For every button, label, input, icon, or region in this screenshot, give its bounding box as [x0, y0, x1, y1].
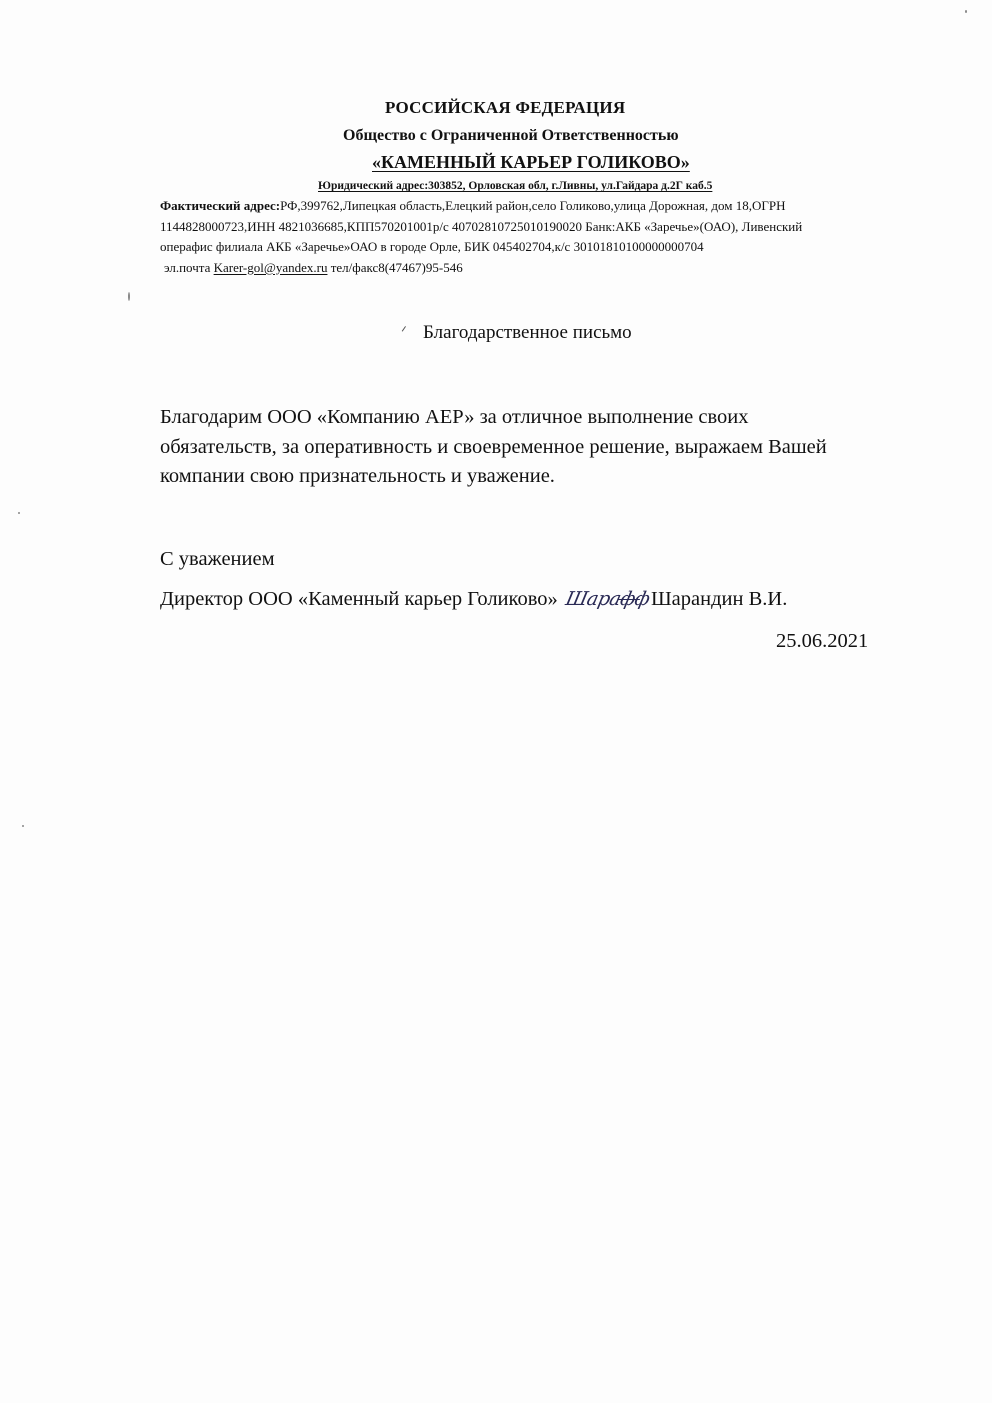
requisites-contacts [160, 258, 920, 279]
requisites-line-1 [160, 196, 920, 217]
email-prefix: эл.почта [164, 259, 214, 275]
signer-position: Директор ООО «Каменный карьер Голиково» [160, 588, 558, 610]
signature-row [160, 588, 787, 611]
letter-body-line-2: обязательств, за оперативность и своевременное решение, выражаем Вашей [160, 435, 827, 458]
letterhead-country: РОССИЙСКАЯ ФЕДЕРАЦИЯ [385, 98, 626, 117]
scan-speck [128, 292, 130, 301]
handwritten-signature: Шарафф [563, 588, 652, 610]
requisites-line-2: 1144828000723,ИНН 4821036685,КПП570201001р/с 40702810725010190020 Банк:АКБ «Заречье»(ОАО), Ливенский [160, 218, 803, 234]
scan-speck [18, 512, 20, 514]
pen-tick-mark [402, 326, 410, 334]
company-requisites [160, 196, 920, 278]
requisites-line-1-text: РФ,399762,Липецкая область,Елецкий район,село Голиково,улица Дорожная, дом 18,ОГРН [280, 198, 786, 213]
letter-closing: С уважением [160, 548, 275, 570]
email-link[interactable]: Karer-gol@yandex.ru [213, 259, 328, 275]
requisites-line-3: операфис филиала АКБ «Заречье»ОАО в городе Орле, БИК 045402704,к/с 30101810100000000704 [160, 239, 704, 254]
phone-fax: тел/факс8(47467)95-546 [327, 259, 463, 275]
scan-speck [22, 825, 24, 827]
letterhead-legal-address: Юридический адрес:303852, Орловская обл, г.Ливны, ул.Гайдара д.2Г каб.5 [318, 180, 713, 192]
letter-body-line-1: Благодарим ООО «Компанию АЕР» за отличное выполнение своих [160, 406, 749, 428]
letter-title: Благодарственное письмо [423, 322, 632, 343]
signer-name: Шарандин В.И. [651, 588, 788, 610]
letter-body [160, 403, 940, 492]
letter-date: 25.06.2021 [776, 630, 869, 652]
actual-address-label: Фактический адрес: [160, 198, 281, 213]
letter-body-line-3: компании свою признательность и уважение. [160, 465, 555, 487]
scan-speck [965, 10, 967, 13]
letterhead-company-type: Общество с Ограниченной Ответственностью [343, 127, 679, 144]
letterhead-company-name: «КАМЕННЫЙ КАРЬЕР ГОЛИКОВО» [372, 152, 690, 172]
